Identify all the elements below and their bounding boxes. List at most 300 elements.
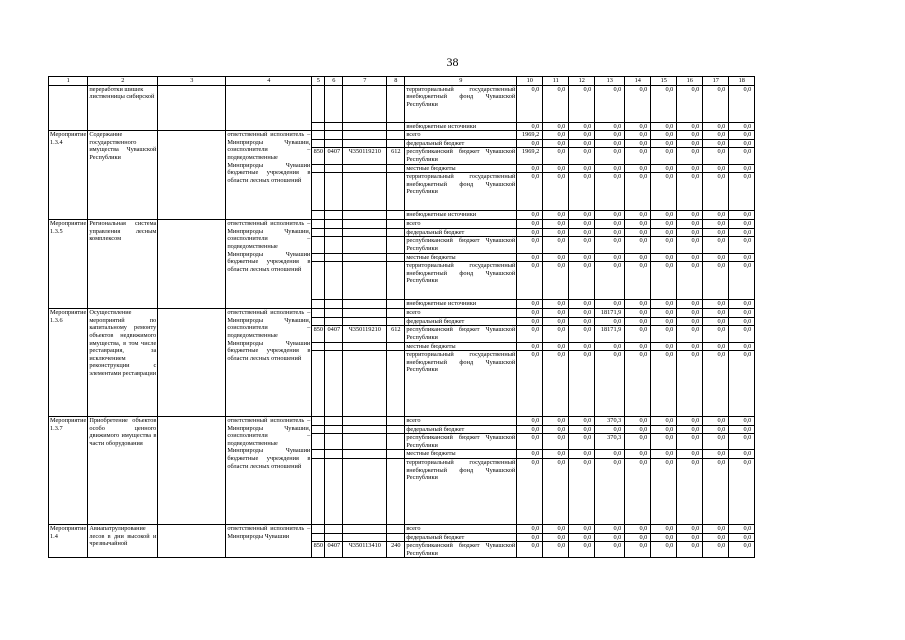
amount-cell: 0,0	[517, 326, 543, 342]
table-cell	[343, 417, 387, 426]
amount-cell: 0,0	[677, 262, 703, 300]
column-number: 1	[49, 77, 88, 86]
amount-cell: 0,0	[543, 164, 569, 173]
amount-cell: 0,0	[651, 220, 677, 229]
amount-cell: 0,0	[543, 300, 569, 309]
table-cell	[325, 131, 343, 140]
amount-cell: 0,0	[595, 131, 625, 140]
amount-cell: 370,3	[595, 434, 625, 450]
amount-cell: 0,0	[703, 317, 729, 326]
amount-cell: 0,0	[651, 542, 677, 558]
table-cell	[343, 164, 387, 173]
amount-cell: 0,0	[517, 525, 543, 534]
amount-cell: 0,0	[729, 425, 755, 434]
amount-cell: 0,0	[703, 164, 729, 173]
amount-cell: 0,0	[569, 326, 595, 342]
amount-cell: 0,0	[651, 317, 677, 326]
amount-cell: 0,0	[729, 211, 755, 220]
table-cell	[343, 211, 387, 220]
measure-label: Мероприятие 1.3.4	[49, 131, 88, 220]
funding-source: внебюджетные источники	[405, 300, 517, 309]
amount-cell: 0,0	[651, 417, 677, 426]
amount-cell: 0,0	[677, 237, 703, 253]
funding-source: территориальный государственный внебюджетный фонд Чувашской Республики	[405, 85, 517, 122]
amount-cell: 0,0	[677, 148, 703, 164]
budget-code: 612	[387, 148, 405, 164]
table-cell	[325, 309, 343, 318]
amount-cell: 0,0	[569, 131, 595, 140]
budget-code: 850	[312, 326, 325, 342]
amount-cell: 0,0	[729, 262, 755, 300]
amount-cell: 0,0	[517, 164, 543, 173]
amount-cell: 0,0	[729, 237, 755, 253]
amount-cell: 0,0	[729, 148, 755, 164]
amount-cell: 0,0	[703, 533, 729, 542]
amount-cell: 0,0	[517, 85, 543, 122]
amount-cell: 0,0	[677, 525, 703, 534]
table-cell	[312, 211, 325, 220]
table-cell	[343, 525, 387, 534]
budget-code: Ч350119210	[343, 326, 387, 342]
amount-cell: 0,0	[543, 237, 569, 253]
amount-cell: 0,0	[543, 425, 569, 434]
amount-cell: 0,0	[651, 351, 677, 417]
amount-cell: 0,0	[517, 533, 543, 542]
funding-source: внебюджетные источники	[405, 211, 517, 220]
measure-name: переработки шишек лиственницы сибирской	[88, 85, 158, 131]
amount-cell: 0,0	[651, 173, 677, 211]
amount-cell: 0,0	[625, 533, 651, 542]
amount-cell: 0,0	[651, 326, 677, 342]
amount-cell: 0,0	[595, 533, 625, 542]
funding-source: республиканский бюджет Чувашской Республики	[406, 434, 516, 449]
table-cell	[158, 525, 226, 558]
budget-code	[387, 237, 405, 253]
table-cell	[325, 425, 343, 434]
amount-cell: 0,0	[569, 533, 595, 542]
amount-cell: 0,0	[703, 326, 729, 342]
table-cell	[312, 220, 325, 229]
measure-label: Мероприятие 1.3.6	[49, 309, 88, 417]
funding-source: федеральный бюджет	[405, 139, 517, 148]
amount-cell: 0,0	[651, 211, 677, 220]
amount-cell: 370,3	[595, 417, 625, 426]
amount-cell: 0,0	[677, 317, 703, 326]
table-cell	[325, 139, 343, 148]
amount-cell: 0,0	[625, 131, 651, 140]
amount-cell: 0,0	[703, 351, 729, 417]
column-number: 3	[158, 77, 226, 86]
executors: ответственный исполнитель – Минприроды Чувашии, соисполнители – подведомственные Минприроды Чувашии бюджетные учреждения в области лесных отношений	[226, 309, 312, 417]
amount-cell: 0,0	[651, 309, 677, 318]
amount-cell: 0,0	[677, 173, 703, 211]
column-number: 5	[312, 77, 325, 86]
amount-cell: 0,0	[677, 228, 703, 237]
amount-cell: 0,0	[729, 417, 755, 426]
budget-code	[325, 434, 343, 450]
amount-cell: 0,0	[517, 351, 543, 417]
amount-cell: 0,0	[569, 122, 595, 131]
table-cell	[387, 342, 405, 351]
amount-cell: 0,0	[517, 237, 543, 253]
column-number: 2	[88, 77, 158, 86]
amount-cell: 0,0	[625, 434, 651, 450]
amount-cell: 0,0	[569, 525, 595, 534]
amount-cell: 0,0	[651, 342, 677, 351]
measure-name: Региональная система управления лесным комплексом	[88, 220, 158, 309]
amount-cell: 0,0	[543, 326, 569, 342]
amount-cell: 0,0	[595, 122, 625, 131]
table-cell	[387, 300, 405, 309]
table-cell	[343, 425, 387, 434]
table-cell	[325, 85, 343, 122]
funding-source: республиканский бюджет Чувашской Республики	[406, 326, 516, 341]
funding-source: всего	[405, 131, 517, 140]
funding-source: республиканский бюджет Чувашской Республики	[406, 148, 516, 163]
amount-cell: 0,0	[625, 525, 651, 534]
amount-cell: 0,0	[543, 309, 569, 318]
amount-cell: 0,0	[677, 342, 703, 351]
budget-code: 850	[312, 148, 325, 164]
table-cell	[387, 139, 405, 148]
table-cell	[312, 317, 325, 326]
table-cell	[49, 85, 88, 131]
amount-cell: 0,0	[569, 228, 595, 237]
table-cell	[343, 342, 387, 351]
amount-cell: 0,0	[729, 533, 755, 542]
amount-cell: 0,0	[729, 220, 755, 229]
table-cell	[387, 131, 405, 140]
table-cell	[312, 425, 325, 434]
amount-cell: 0,0	[543, 533, 569, 542]
amount-cell: 0,0	[677, 300, 703, 309]
amount-cell: 0,0	[595, 237, 625, 253]
amount-cell: 0,0	[651, 459, 677, 525]
amount-cell: 0,0	[595, 253, 625, 262]
amount-cell: 0,0	[569, 459, 595, 525]
budget-code: 0407	[325, 326, 343, 342]
amount-cell: 0,0	[595, 300, 625, 309]
budget-code: 0407	[325, 148, 343, 164]
amount-cell: 0,0	[517, 317, 543, 326]
amount-cell: 0,0	[703, 342, 729, 351]
amount-cell: 0,0	[543, 542, 569, 558]
amount-cell: 0,0	[625, 237, 651, 253]
amount-cell: 0,0	[625, 317, 651, 326]
table-cell	[312, 459, 325, 525]
amount-cell: 0,0	[595, 220, 625, 229]
amount-cell: 0,0	[729, 351, 755, 417]
table-cell	[312, 351, 325, 417]
table-cell	[387, 417, 405, 426]
amount-cell: 0,0	[517, 220, 543, 229]
table-cell	[387, 253, 405, 262]
budget-code	[343, 434, 387, 450]
amount-cell: 0,0	[625, 262, 651, 300]
amount-cell: 0,0	[703, 262, 729, 300]
amount-cell: 0,0	[651, 300, 677, 309]
table-cell	[343, 459, 387, 525]
table-cell	[325, 211, 343, 220]
table-cell	[312, 533, 325, 542]
amount-cell: 0,0	[677, 164, 703, 173]
amount-cell: 0,0	[651, 253, 677, 262]
table-row	[49, 525, 755, 534]
amount-cell: 0,0	[651, 148, 677, 164]
amount-cell: 0,0	[703, 425, 729, 434]
column-number: 18	[729, 77, 755, 86]
amount-cell: 0,0	[703, 228, 729, 237]
amount-cell: 0,0	[595, 317, 625, 326]
table-cell	[325, 317, 343, 326]
amount-cell: 0,0	[517, 417, 543, 426]
table-cell	[387, 533, 405, 542]
amount-cell: 0,0	[703, 131, 729, 140]
funding-source: федеральный бюджет	[405, 228, 517, 237]
funding-source: республиканский бюджет Чувашской Республики	[406, 542, 516, 557]
budget-code: 240	[387, 542, 405, 558]
table-cell	[325, 525, 343, 534]
amount-cell: 1969,2	[517, 131, 543, 140]
amount-cell: 0,0	[595, 425, 625, 434]
table-cell	[158, 309, 226, 417]
table-row	[49, 77, 755, 86]
table-cell	[325, 459, 343, 525]
amount-cell: 0,0	[703, 148, 729, 164]
funding-source: местные бюджеты	[405, 164, 517, 173]
amount-cell: 0,0	[729, 131, 755, 140]
amount-cell: 0,0	[625, 220, 651, 229]
table-cell	[158, 131, 226, 220]
amount-cell: 0,0	[517, 262, 543, 300]
amount-cell: 0,0	[595, 148, 625, 164]
amount-cell: 18171,9	[595, 326, 625, 342]
table-cell	[325, 228, 343, 237]
table-cell	[325, 417, 343, 426]
amount-cell: 0,0	[517, 450, 543, 459]
column-number: 4	[226, 77, 312, 86]
executors: ответственный исполнитель – Минприроды Чувашии	[226, 525, 312, 558]
amount-cell: 0,0	[625, 228, 651, 237]
amount-cell: 0,0	[595, 351, 625, 417]
amount-cell: 0,0	[625, 253, 651, 262]
amount-cell: 0,0	[569, 139, 595, 148]
amount-cell: 0,0	[677, 533, 703, 542]
amount-cell: 0,0	[517, 300, 543, 309]
amount-cell: 0,0	[651, 228, 677, 237]
budget-code: 0407	[325, 542, 343, 558]
amount-cell: 0,0	[543, 525, 569, 534]
table-cell	[387, 85, 405, 122]
amount-cell: 0,0	[729, 85, 755, 122]
measure-name: Авиапатрулирование лесов в дни высокой и чрезвычайной	[88, 525, 158, 558]
column-number: 17	[703, 77, 729, 86]
amount-cell: 0,0	[595, 459, 625, 525]
amount-cell: 0,0	[517, 173, 543, 211]
amount-cell: 0,0	[543, 148, 569, 164]
table-cell	[312, 253, 325, 262]
amount-cell: 0,0	[703, 459, 729, 525]
executors: ответственный исполнитель – Минприроды Чувашии, соисполнители – подведомственные Минприроды Чувашии бюджетные учреждения в области лесных отношений	[226, 220, 312, 309]
amount-cell: 0,0	[543, 342, 569, 351]
table-cell	[387, 262, 405, 300]
amount-cell: 0,0	[569, 237, 595, 253]
budget-code	[387, 434, 405, 450]
table-cell	[343, 131, 387, 140]
measure-label: Мероприятие 1.4	[49, 525, 88, 558]
amount-cell: 0,0	[625, 211, 651, 220]
amount-cell: 0,0	[543, 262, 569, 300]
executors: ответственный исполнитель – Минприроды Чувашии, соисполнители – подведомственные Минприроды Чувашии бюджетные учреждения в области лесных отношений	[226, 131, 312, 220]
table-row	[49, 131, 755, 140]
funding-source: всего	[405, 417, 517, 426]
amount-cell: 0,0	[677, 417, 703, 426]
budget-code: 850	[312, 542, 325, 558]
amount-cell: 0,0	[569, 351, 595, 417]
amount-cell: 0,0	[543, 459, 569, 525]
funding-source: местные бюджеты	[405, 253, 517, 262]
measure-name: Приобретение объектов особо ценного движимого имущества в части оборудования	[88, 417, 158, 525]
amount-cell: 0,0	[651, 164, 677, 173]
column-number: 6	[325, 77, 343, 86]
table-cell	[158, 85, 226, 131]
table-cell	[312, 450, 325, 459]
measure-label: Мероприятие 1.3.7	[49, 417, 88, 525]
amount-cell: 0,0	[543, 317, 569, 326]
amount-cell: 0,0	[729, 434, 755, 450]
table-cell	[325, 300, 343, 309]
table-cell	[312, 525, 325, 534]
amount-cell: 0,0	[569, 434, 595, 450]
amount-cell: 0,0	[703, 525, 729, 534]
amount-cell: 0,0	[703, 417, 729, 426]
table-cell	[387, 351, 405, 417]
amount-cell: 0,0	[625, 164, 651, 173]
amount-cell: 0,0	[569, 164, 595, 173]
amount-cell: 0,0	[703, 542, 729, 558]
executors: ответственный исполнитель – Минприроды Чувашии, соисполнители – подведомственные Минприроды Чувашии бюджетные учреждения в области лесных отношений	[226, 417, 312, 525]
amount-cell: 0,0	[651, 237, 677, 253]
amount-cell: 0,0	[517, 211, 543, 220]
amount-cell: 0,0	[651, 131, 677, 140]
table-cell	[312, 85, 325, 122]
table-cell	[325, 450, 343, 459]
amount-cell: 0,0	[625, 309, 651, 318]
column-number: 11	[543, 77, 569, 86]
table-cell	[312, 309, 325, 318]
table-cell	[343, 351, 387, 417]
table-cell	[325, 173, 343, 211]
amount-cell: 0,0	[703, 237, 729, 253]
amount-cell: 0,0	[517, 542, 543, 558]
amount-cell: 0,0	[517, 459, 543, 525]
amount-cell: 0,0	[703, 434, 729, 450]
amount-cell: 0,0	[677, 326, 703, 342]
amount-cell: 0,0	[703, 253, 729, 262]
column-number: 12	[569, 77, 595, 86]
amount-cell: 0,0	[569, 148, 595, 164]
amount-cell: 0,0	[703, 139, 729, 148]
amount-cell: 0,0	[595, 173, 625, 211]
amount-cell: 0,0	[703, 122, 729, 131]
table-cell	[312, 342, 325, 351]
table-cell	[325, 253, 343, 262]
amount-cell: 0,0	[729, 164, 755, 173]
amount-cell: 0,0	[651, 434, 677, 450]
funding-source: местные бюджеты	[405, 450, 517, 459]
table-cell	[312, 173, 325, 211]
column-number: 16	[677, 77, 703, 86]
amount-cell: 0,0	[651, 139, 677, 148]
amount-cell: 0,0	[543, 122, 569, 131]
amount-cell: 0,0	[569, 450, 595, 459]
amount-cell: 0,0	[569, 253, 595, 262]
table-row	[49, 417, 755, 426]
amount-cell: 0,0	[729, 317, 755, 326]
table-cell	[343, 300, 387, 309]
amount-cell: 0,0	[517, 122, 543, 131]
amount-cell: 0,0	[703, 309, 729, 318]
amount-cell: 0,0	[651, 262, 677, 300]
amount-cell: 0,0	[677, 309, 703, 318]
amount-cell: 0,0	[543, 220, 569, 229]
amount-cell: 0,0	[543, 85, 569, 122]
amount-cell: 0,0	[517, 253, 543, 262]
amount-cell: 0,0	[729, 525, 755, 534]
amount-cell: 0,0	[625, 139, 651, 148]
page-number: 38	[446, 55, 459, 69]
funding-source: всего	[405, 525, 517, 534]
amount-cell: 1969,2	[517, 148, 543, 164]
amount-cell: 0,0	[677, 131, 703, 140]
table-cell	[343, 450, 387, 459]
amount-cell: 0,0	[625, 300, 651, 309]
table-cell	[312, 228, 325, 237]
amount-cell: 0,0	[729, 173, 755, 211]
amount-cell: 0,0	[569, 300, 595, 309]
amount-cell: 0,0	[729, 139, 755, 148]
amount-cell: 0,0	[569, 309, 595, 318]
amount-cell: 0,0	[543, 434, 569, 450]
amount-cell: 0,0	[729, 300, 755, 309]
table-cell	[387, 459, 405, 525]
amount-cell: 0,0	[729, 326, 755, 342]
amount-cell: 0,0	[569, 85, 595, 122]
amount-cell: 0,0	[517, 342, 543, 351]
table-cell	[343, 228, 387, 237]
funding-source: федеральный бюджет	[405, 317, 517, 326]
amount-cell: 0,0	[569, 342, 595, 351]
table-cell	[387, 450, 405, 459]
funding-source: федеральный бюджет	[405, 425, 517, 434]
table-cell	[387, 220, 405, 229]
amount-cell: 0,0	[569, 542, 595, 558]
amount-cell: 0,0	[729, 122, 755, 131]
funding-source: территориальный государственный внебюджетный фонд Чувашской Республики	[405, 173, 517, 211]
table-cell	[312, 417, 325, 426]
table-cell	[325, 533, 343, 542]
funding-source: территориальный государственный внебюджетный фонд Чувашской Республики	[405, 459, 517, 525]
table-cell	[343, 85, 387, 122]
amount-cell: 0,0	[543, 228, 569, 237]
table-cell	[343, 533, 387, 542]
amount-cell: 0,0	[595, 211, 625, 220]
amount-cell: 0,0	[625, 417, 651, 426]
table-cell	[387, 173, 405, 211]
measure-label: Мероприятие 1.3.5	[49, 220, 88, 309]
funding-source: всего	[405, 309, 517, 318]
table-cell	[312, 122, 325, 131]
